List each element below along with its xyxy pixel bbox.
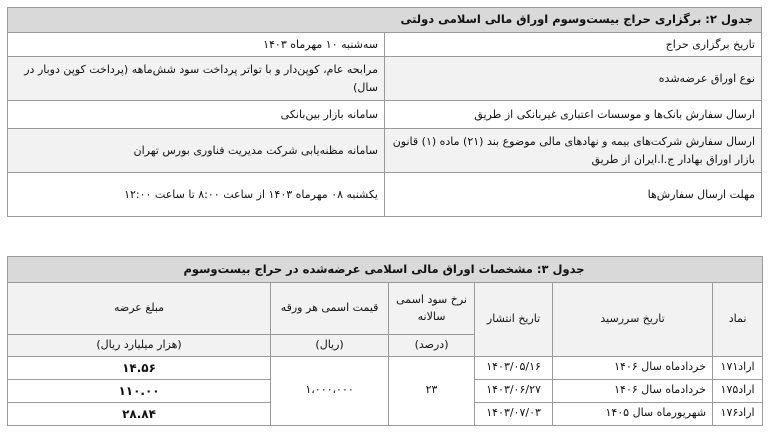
price-cell: ۱،۰۰۰،۰۰۰ [271, 356, 389, 425]
bank-order-label: ارسال سفارش بانک‌ها و موسسات اعتباری غیربانکی از طریق [385, 101, 762, 129]
amount-cell: ۱۴.۵۶ [8, 356, 271, 379]
symbol-cell: اراد۱۷۱ [713, 356, 763, 379]
amount-cell: ۲۸.۸۴ [8, 402, 271, 425]
insurance-order-label: ارسال سفارش شرکت‌های بیمه و نهادهای مالی موضوع بند (۲۱) ماده (۱) قانون بازار اوراق بهادار ج.ا.ایران از طریق [385, 129, 762, 173]
maturity-header: تاریخ سررسید [553, 283, 713, 357]
issue-date-header: تاریخ انتشار [475, 283, 553, 357]
order-deadline-label: مهلت ارسال سفارش‌ها [385, 173, 762, 217]
symbol-header: نماد [713, 283, 763, 357]
rate-cell: ۲۳ [389, 356, 475, 425]
maturity-cell: خردادماه سال ۱۴۰۶ [553, 356, 713, 379]
rate-unit: (درصد) [389, 335, 475, 357]
table2-title: جدول ۲: برگزاری حراج بیست‌وسوم اوراق مالی اسلامی دولتی [8, 8, 762, 33]
issue-date-cell: ۱۴۰۳/۰۶/۲۷ [475, 379, 553, 402]
bonds-specification-table [7, 256, 763, 426]
order-deadline-value: یکشنبه ۰۸ مهرماه ۱۴۰۳ از ساعت ۸:۰۰ تا ساعت ۱۲:۰۰ [8, 173, 385, 217]
auction-details-table [7, 7, 762, 217]
issue-date-cell: ۱۴۰۳/۰۷/۰۳ [475, 402, 553, 425]
amount-cell: ۱۱۰.۰۰ [8, 379, 271, 402]
table-row [8, 356, 763, 379]
auction-date-label: تاریخ برگزاری حراج [385, 33, 762, 57]
bank-order-value: سامانه بازار بین‌بانکی [8, 101, 385, 129]
amount-header: مبلغ عرضه [8, 283, 271, 335]
auction-date-value: سه‌شنبه ۱۰ مهرماه ۱۴۰۳ [8, 33, 385, 57]
price-header: قیمت اسمی هر ورقه [271, 283, 389, 335]
insurance-order-value: سامانه مظنه‌یابی شرکت مدیریت فناوری بورس تهران [8, 129, 385, 173]
bond-type-value: مرابحه عام، کوپن‌دار و با تواتر پرداخت سود شش‌ماهه (پرداخت کوپن دوبار در سال) [8, 57, 385, 101]
bond-type-label: نوع اوراق عرضه‌شده [385, 57, 762, 101]
issue-date-cell: ۱۴۰۳/۰۵/۱۶ [475, 356, 553, 379]
symbol-cell: اراد۱۷۵ [713, 379, 763, 402]
rate-header: نرخ سود اسمی سالانه [389, 283, 475, 335]
amount-unit: (هزار میلیارد ریال) [8, 335, 271, 357]
maturity-cell: خردادماه سال ۱۴۰۶ [553, 379, 713, 402]
price-unit: (ریال) [271, 335, 389, 357]
table3-title: جدول ۳: مشخصات اوراق مالی اسلامی عرضه‌شده در حراج بیست‌وسوم [8, 257, 763, 283]
maturity-cell: شهریورماه سال ۱۴۰۵ [553, 402, 713, 425]
symbol-cell: اراد۱۷۶ [713, 402, 763, 425]
